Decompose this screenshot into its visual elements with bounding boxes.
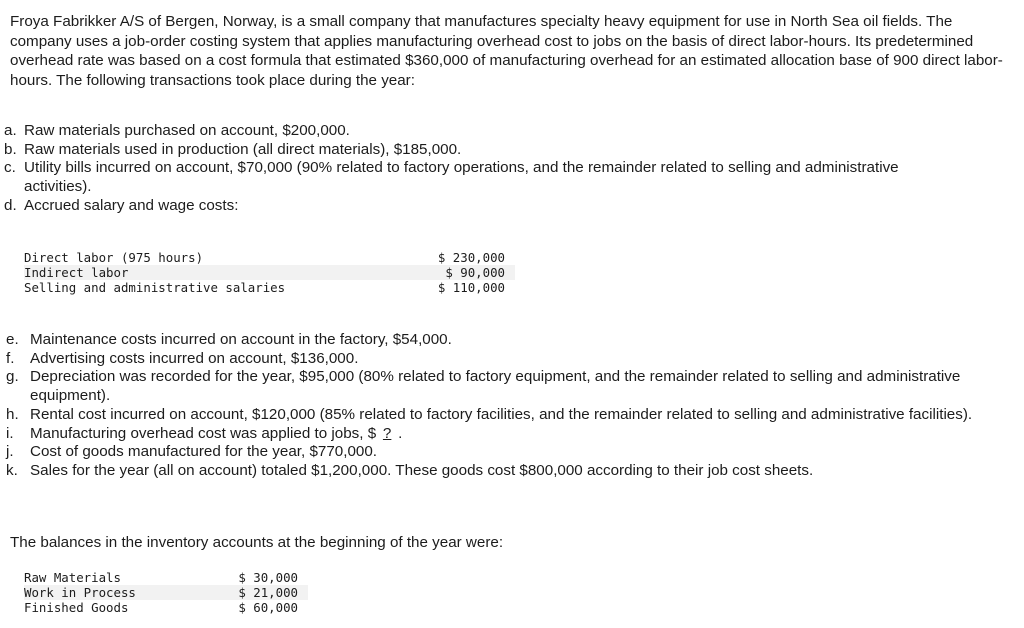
balances-intro: The balances in the inventory accounts at the beginning of the year were: xyxy=(10,534,504,551)
item-text-end: . xyxy=(398,424,403,442)
item-marker: a. xyxy=(4,122,17,139)
inventory-balances-table xyxy=(24,570,308,616)
item-text: Utility bills incurred on account, $70,000 (90% related to factory operations, and the remainder related to selling and administrative activities). xyxy=(24,159,899,196)
item-text: Raw materials purchased on account, $200,000. xyxy=(24,122,350,139)
transaction-item xyxy=(0,197,960,216)
item-text: Rental cost incurred on account, $120,000 (85% related to factory facilities, and the remainder related to selling and administrative facilities). xyxy=(30,405,973,423)
item-marker: k. xyxy=(6,461,18,479)
transaction-item xyxy=(0,122,960,141)
transaction-item xyxy=(6,443,1006,462)
item-marker: h. xyxy=(6,405,19,423)
salary-wage-table xyxy=(24,250,515,296)
item-text: Advertising costs incurred on account, $136,000. xyxy=(30,349,359,367)
transaction-item xyxy=(6,350,1006,369)
item-marker: d. xyxy=(4,196,17,214)
row-amount: $ 90,000 xyxy=(416,265,515,280)
transaction-item xyxy=(0,141,960,160)
item-marker: g. xyxy=(6,368,19,386)
table-row xyxy=(24,570,308,585)
table-row xyxy=(24,600,308,615)
item-text: Sales for the year (all on account) totaled $1,200,000. These goods cost $800,000 according to their job cost sheets. xyxy=(30,461,814,479)
item-marker: i. xyxy=(6,424,14,442)
transaction-item xyxy=(6,406,1006,425)
item-text: Raw materials used in production (all direct materials), $185,000. xyxy=(24,140,462,158)
item-marker: e. xyxy=(6,331,19,348)
table-row xyxy=(24,250,515,265)
transaction-item xyxy=(6,368,1006,405)
item-text: Cost of goods manufactured for the year, $770,000. xyxy=(30,443,378,461)
row-label: Selling and administrative salaries xyxy=(24,280,286,296)
row-label: Indirect labor xyxy=(24,265,416,280)
table-row xyxy=(24,280,515,295)
row-amount: $ 110,000 xyxy=(437,280,505,296)
table-row xyxy=(24,585,308,600)
row-amount: $ 230,000 xyxy=(437,250,505,265)
answer-blank[interactable]: ? xyxy=(382,424,392,442)
row-amount: $ 30,000 xyxy=(238,570,298,585)
transactions-list-first xyxy=(0,122,960,216)
row-amount: $ 21,000 xyxy=(216,585,308,600)
item-text: Maintenance costs incurred on account in the factory, $54,000. xyxy=(30,331,452,348)
table-row xyxy=(24,265,515,280)
transaction-item xyxy=(6,462,1006,481)
row-label: Work in Process xyxy=(24,585,216,600)
item-marker: j. xyxy=(6,443,14,461)
item-marker: b. xyxy=(4,140,17,158)
item-text: Depreciation was recorded for the year, $95,000 (80% related to factory equipment, and the remainder related to selling and administrative equipment). xyxy=(30,368,961,405)
row-label: Direct labor (975 hours) xyxy=(24,250,204,265)
problem-intro: Froya Fabrikker A/S of Bergen, Norway, is a small company that manufactures specialty heavy equipment for use in North Sea oil fields. The company uses a job-order costing system that applies manufacturing overhead cost to jobs on the basis of direct labor-hours. Its predetermined overhead rate was based on a cost formula that estimated $360,000 of manufacturing overhead for an estimated allocation base of 900 direct labor-hours. The following transactions took place during the year: xyxy=(10,13,1003,89)
transaction-item xyxy=(6,331,1006,350)
transaction-item xyxy=(6,425,1006,444)
row-label: Finished Goods xyxy=(24,600,129,616)
item-text: Manufacturing overhead cost was applied to jobs, $ xyxy=(30,424,377,442)
item-marker: c. xyxy=(4,159,16,177)
transactions-list-second xyxy=(6,331,1006,481)
row-amount: $ 60,000 xyxy=(238,600,298,616)
item-marker: f. xyxy=(6,349,15,367)
transaction-item xyxy=(0,159,960,196)
item-text: Accrued salary and wage costs: xyxy=(24,196,239,214)
row-label: Raw Materials xyxy=(24,570,121,585)
